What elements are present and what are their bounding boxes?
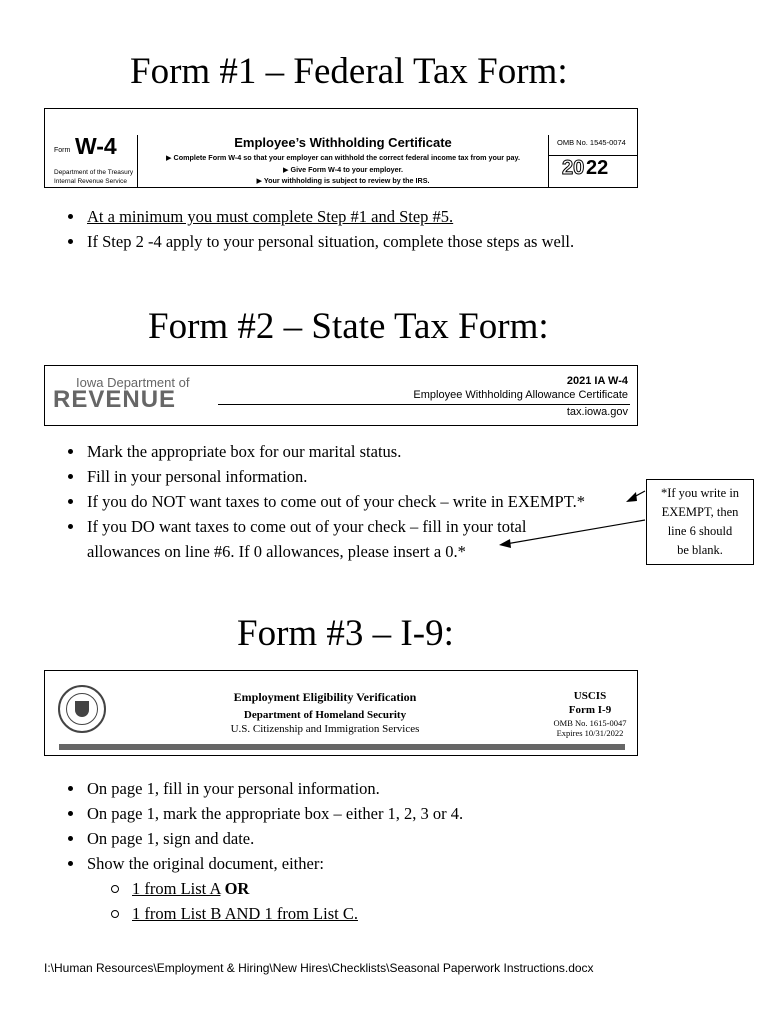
note-line: EXEMPT, then — [661, 505, 739, 519]
ia-form-title: 2021 IA W-4 — [566, 375, 628, 387]
i9-form-header — [44, 670, 638, 756]
i9-dept: Department of Homeland Security — [243, 709, 407, 721]
sub-list-item: 1 from List A OR — [87, 876, 463, 901]
federal-form-heading: Form #1 – Federal Tax Form: — [130, 51, 568, 92]
list-item-continuation: allowances on line #6. If 0 allowances, please insert a 0.* — [87, 542, 466, 561]
document-options-list — [87, 876, 463, 926]
i9-omb: OMB No. 1615-0047 — [553, 718, 627, 728]
list-item: Mark the appropriate box for our marital status. — [64, 439, 585, 464]
list-item: Fill in your personal information. — [64, 464, 585, 489]
w4-year-outline: 20 — [562, 157, 585, 179]
w4-omb-number: OMB No. 1545-0074 — [557, 138, 626, 147]
i9-title: Employment Eligibility Verification — [233, 690, 417, 704]
list-item: If Step 2 -4 apply to your personal situation, complete those steps as well. — [64, 229, 574, 254]
arrow-to-allowance-line — [506, 520, 645, 544]
w4-form-number: W-4 — [75, 133, 117, 159]
w4-instruction-3: ▶ Your withholding is subject to review by the IRS. — [256, 176, 430, 185]
w4-year-bold: 22 — [586, 157, 609, 179]
list-item: On page 1, fill in your personal information. — [64, 776, 463, 801]
note-line: be blank. — [677, 543, 723, 557]
w4-form-prefix: Form — [54, 147, 71, 154]
note-line: line 6 should — [667, 524, 733, 538]
w4-title: Employee’s Withholding Certificate — [234, 135, 452, 150]
ia-form-subtitle: Employee Withholding Allowance Certificate — [413, 389, 628, 401]
i9-agency: U.S. Citizenship and Immigration Services — [230, 723, 420, 735]
list-item: On page 1, mark the appropriate box – either 1, 2, 3 or 4. — [64, 801, 463, 826]
dhs-seal-icon — [58, 685, 106, 733]
arrow-head-exempt — [626, 492, 637, 502]
list-item: Show the original document, either: 1 from List A OR 1 from List B AND 1 from List C. — [64, 851, 463, 926]
i9-instructions-list — [64, 776, 463, 926]
sub-list-item: 1 from List B AND 1 from List C. — [87, 901, 463, 926]
w4-dept-line1: Department of the Treasury — [54, 169, 134, 176]
ia-logo-top: Iowa Department of — [76, 375, 190, 390]
i9-form-heading: Form #3 – I-9: — [237, 613, 454, 654]
w4-instruction-1: ▶ Complete Form W-4 so that your employer can withhold the correct federal income tax from your pay. — [166, 153, 520, 162]
note-line: *If you write in — [660, 486, 740, 500]
ia-logo-revenue: REVENUE — [53, 386, 177, 413]
i9-uscis: USCIS — [573, 690, 607, 702]
i9-form-number: Form I-9 — [568, 704, 612, 716]
state-form-heading: Form #2 – State Tax Form: — [148, 306, 549, 347]
w4-instruction-2: ▶ Give Form W-4 to your employer. — [282, 165, 403, 174]
arrow-head-allowance — [499, 539, 511, 548]
w4-dept-line2: Internal Revenue Service — [54, 178, 127, 185]
i9-rule — [59, 744, 625, 750]
list-item: At a minimum you must complete Step #1 and Step #5. — [64, 204, 574, 229]
list-item: On page 1, sign and date. — [64, 826, 463, 851]
list-item: If you do NOT want taxes to come out of your check – write in EXEMPT.* — [64, 489, 585, 514]
list-item: If you DO want taxes to come out of your check – fill in your total — [64, 514, 585, 539]
i9-expires: Expires 10/31/2022 — [556, 728, 624, 738]
file-path-footer: I:\Human Resources\Employment & Hiring\New Hires\Checklists\Seasonal Paperwork Instructions.docx — [44, 961, 594, 975]
ia-site: tax.iowa.gov — [566, 406, 628, 418]
